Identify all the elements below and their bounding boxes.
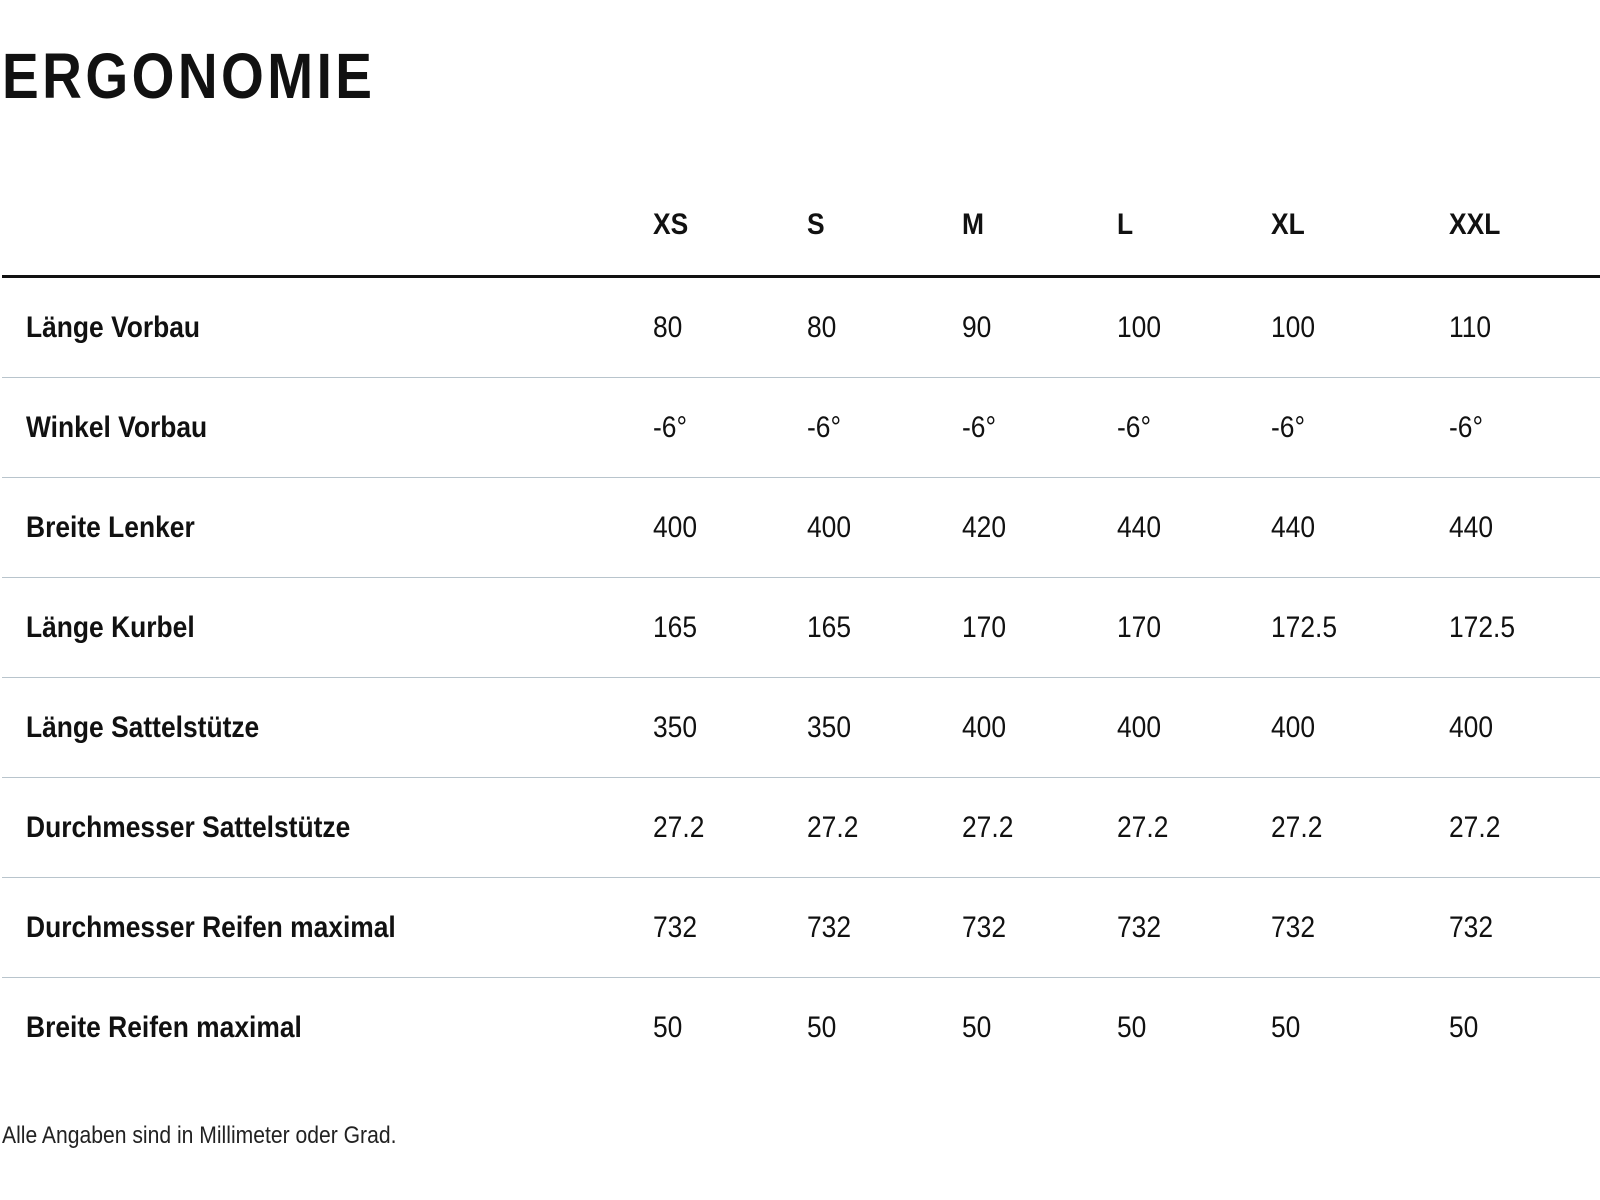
table-cell: -6° (962, 410, 997, 444)
row-label: Länge Kurbel (26, 610, 195, 644)
table-cell: 732 (1449, 910, 1494, 944)
table-row (2, 978, 1600, 1078)
table-cell: 440 (1117, 510, 1162, 544)
table-cell: 400 (1449, 710, 1494, 744)
table-cell: 27.2 (1271, 810, 1323, 844)
table-cell: 350 (807, 710, 852, 744)
table-cell: -6° (807, 410, 842, 444)
row-label: Winkel Vorbau (26, 410, 208, 444)
table-cell: 50 (1271, 1011, 1301, 1044)
table-header-row (2, 175, 1600, 278)
table-cell: 165 (807, 610, 852, 644)
table-cell: 400 (1271, 710, 1316, 744)
table-cell: 100 (1117, 310, 1162, 344)
table-cell: 732 (1117, 910, 1162, 944)
table-cell: 100 (1271, 310, 1316, 344)
table-cell: 50 (1117, 1011, 1147, 1044)
table-cell: 80 (653, 310, 683, 344)
table-cell: 440 (1449, 510, 1494, 544)
table-cell: 27.2 (807, 810, 859, 844)
table-cell: 400 (962, 710, 1007, 744)
table-cell: 90 (962, 310, 992, 344)
table-cell: 400 (807, 510, 852, 544)
column-header-s: S (807, 208, 825, 241)
table-cell: 80 (807, 310, 837, 344)
table-cell: 165 (653, 610, 698, 644)
row-label: Durchmesser Sattelstütze (26, 810, 351, 844)
table-cell: 400 (653, 510, 698, 544)
table-cell: 732 (807, 910, 852, 944)
table-row (2, 878, 1600, 978)
table-cell: 170 (1117, 610, 1162, 644)
column-header-l: L (1117, 208, 1134, 241)
table-cell: 50 (807, 1011, 837, 1044)
column-header-xs: XS (653, 208, 689, 241)
page-title: ERGONOMIE (2, 40, 376, 112)
table-cell: 27.2 (1117, 810, 1169, 844)
ergonomics-table (2, 175, 1600, 1078)
table-cell: 50 (653, 1011, 683, 1044)
table-cell: -6° (1271, 410, 1306, 444)
table-cell: 27.2 (653, 810, 705, 844)
table-cell: -6° (1117, 410, 1152, 444)
table-row (2, 378, 1600, 478)
table-cell: -6° (653, 410, 688, 444)
table-cell: -6° (1449, 410, 1484, 444)
row-label: Länge Vorbau (26, 310, 201, 344)
table-cell: 172.5 (1271, 610, 1338, 644)
table-cell: 732 (1271, 910, 1316, 944)
table-row (2, 778, 1600, 878)
row-label: Durchmesser Reifen maximal (26, 910, 396, 944)
table-cell: 110 (1449, 310, 1492, 344)
table-cell: 400 (1117, 710, 1162, 744)
table-row (2, 478, 1600, 578)
column-header-xxl: XXL (1449, 208, 1501, 241)
table-cell: 50 (962, 1011, 992, 1044)
table-row (2, 578, 1600, 678)
table-cell: 440 (1271, 510, 1316, 544)
row-label: Länge Sattelstütze (26, 710, 260, 744)
units-footnote: Alle Angaben sind in Millimeter oder Grad. (2, 1122, 397, 1149)
table-cell: 170 (962, 610, 1007, 644)
column-header-xl: XL (1271, 208, 1305, 241)
row-label: Breite Reifen maximal (26, 1011, 302, 1044)
column-header-m: M (962, 208, 984, 241)
table-row (2, 678, 1600, 778)
table-cell: 420 (962, 510, 1007, 544)
table-cell: 172.5 (1449, 610, 1516, 644)
row-label: Breite Lenker (26, 510, 195, 544)
table-cell: 27.2 (962, 810, 1014, 844)
table-row (2, 278, 1600, 378)
table-cell: 732 (962, 910, 1007, 944)
table-cell: 50 (1449, 1011, 1479, 1044)
table-cell: 732 (653, 910, 698, 944)
table-cell: 350 (653, 710, 698, 744)
table-cell: 27.2 (1449, 810, 1501, 844)
